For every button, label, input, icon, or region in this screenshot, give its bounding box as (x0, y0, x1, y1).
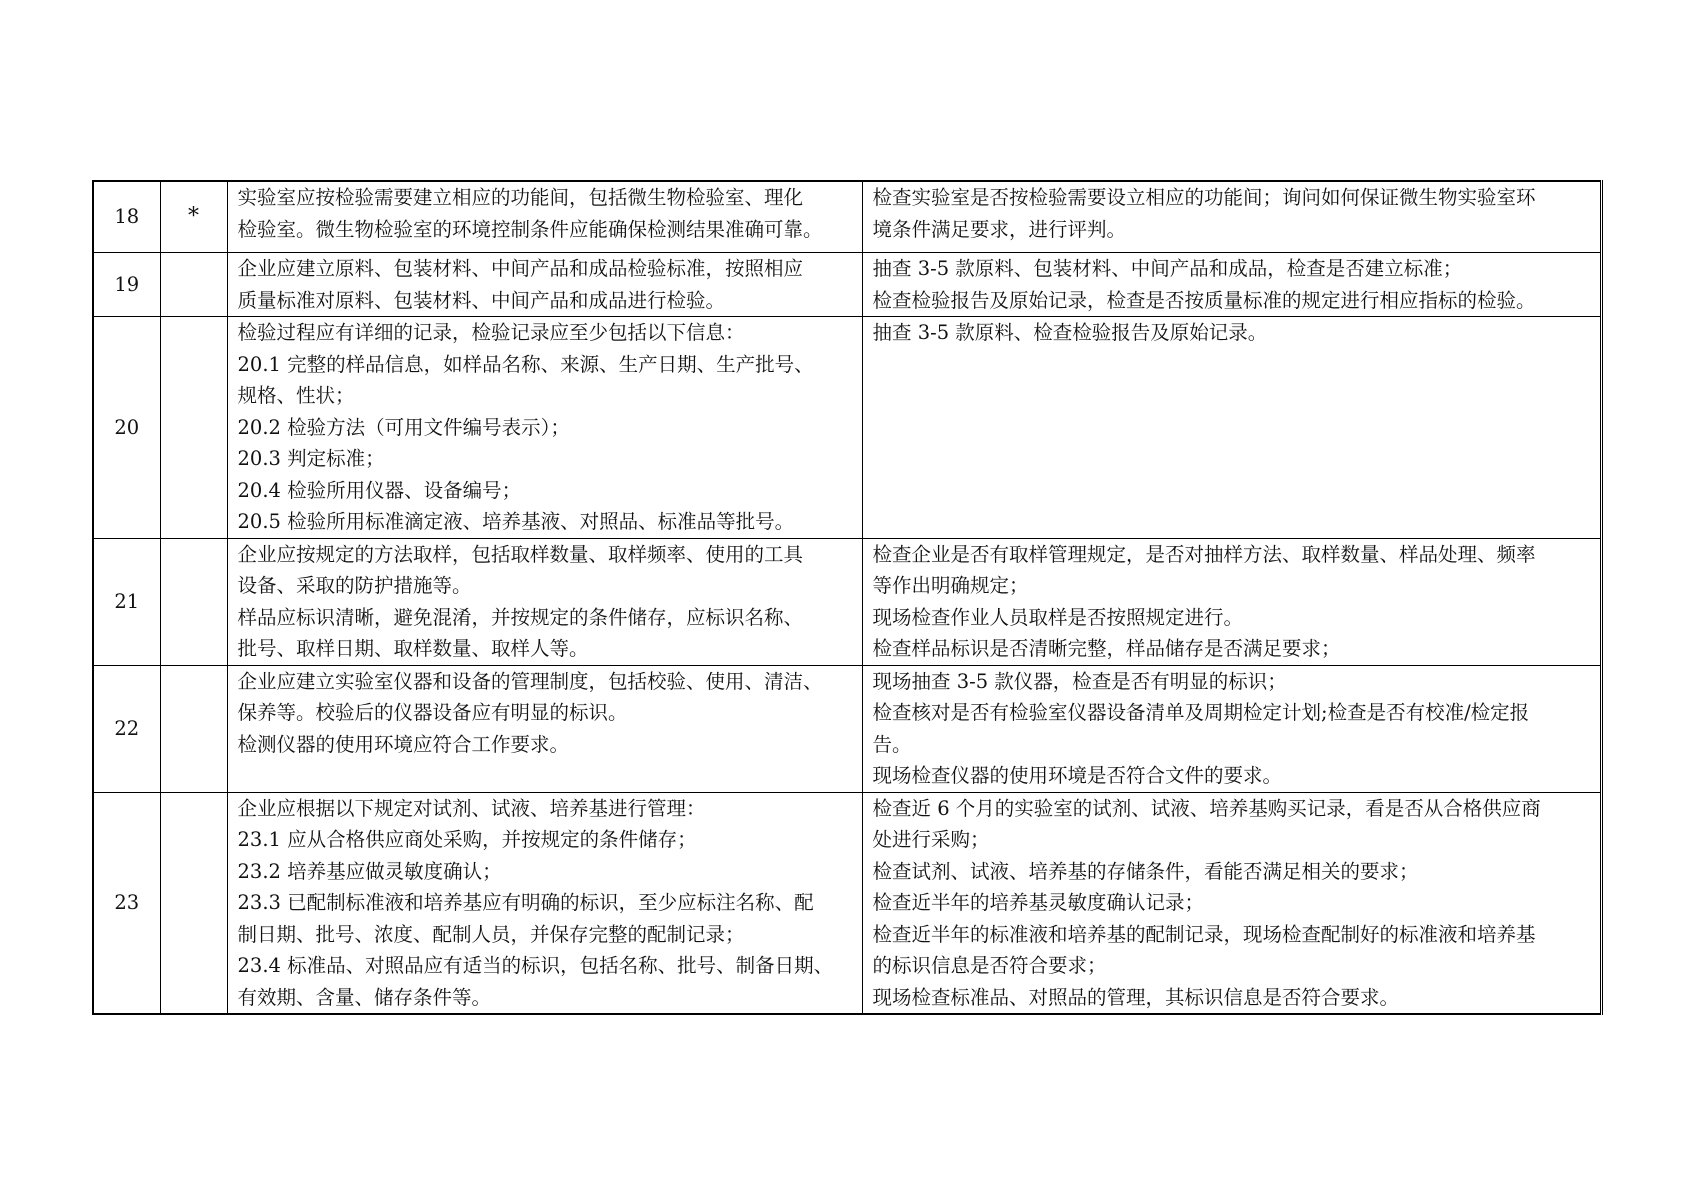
requirement-line: 企业应建立实验室仪器和设备的管理制度，包括校验、使用、清洁、 (237, 669, 823, 693)
requirement-line: 批号、取样日期、取样数量、取样人等。 (237, 637, 589, 660)
method-line: 境条件满足要求，进行评判。 (872, 217, 1127, 241)
requirement-line: 质量标准对原料、包装材料、中间产品和成品进行检验。 (237, 288, 726, 312)
item-number: 19 (93, 253, 160, 317)
requirement-line: 23.1 应从合格供应商处采购，并按规定的条件储存； (237, 828, 697, 851)
table-row (93, 181, 1601, 253)
method-line: 现场检查标准品、对照品的管理，其标识信息是否符合要求。 (872, 985, 1400, 1009)
requirement-line: 企业应按规定的方法取样，包括取样数量、取样频率、使用的工具 (237, 542, 804, 566)
requirement-line: 规格、性状； (237, 384, 355, 407)
requirement-line: 实验室应按检验需要建立相应的功能间，包括微生物检验室、理化 (237, 186, 804, 209)
key-item-mark (160, 538, 227, 665)
requirement-line: 保养等。校验后的仪器设备应有明显的标识。 (237, 701, 628, 724)
item-number: 20 (93, 317, 160, 539)
inspection-table (92, 180, 1603, 1015)
method-line: 现场检查作业人员取样是否按照规定进行。 (872, 605, 1244, 629)
requirement-line: 制日期、批号、浓度、配制人员，并保存完整的配制记录； (237, 922, 745, 946)
method-line: 检查检验报告及原始记录，检查是否按质量标准的规定进行相应指标的检验。 (872, 288, 1536, 312)
requirement-cell (227, 792, 862, 1014)
table-row (93, 317, 1601, 539)
inspection-method-cell (862, 665, 1601, 792)
requirement-line: 23.3 已配制标准液和培养基应有明确的标识，至少应标注名称、配 (237, 891, 814, 914)
method-line: 检查样品标识是否清晰完整，样品储存是否满足要求； (872, 637, 1341, 660)
requirement-line: 20.2 检验方法（可用文件编号表示）； (237, 415, 570, 439)
requirement-line: 样品应标识清晰，避免混淆，并按规定的条件储存，应标识名称、 (237, 605, 804, 629)
item-number: 23 (93, 792, 160, 1014)
requirement-cell (227, 317, 862, 539)
requirement-cell (227, 665, 862, 792)
method-line: 抽查 3-5 款原料、包装材料、中间产品和成品，检查是否建立标准； (872, 257, 1463, 280)
method-line: 检查实验室是否按检验需要设立相应的功能间；询问如何保证微生物实验室环 (872, 186, 1536, 209)
inspection-method-cell (862, 317, 1601, 539)
item-number: 18 (93, 181, 160, 253)
requirement-line: 23.4 标准品、对照品应有适当的标识，包括名称、批号、制备日期、 (237, 954, 834, 977)
requirement-line: 企业应建立原料、包装材料、中间产品和成品检验标准，按照相应 (237, 257, 804, 280)
method-line: 抽查 3-5 款原料、检查检验报告及原始记录。 (872, 321, 1268, 344)
method-line: 检查核对是否有检验室仪器设备清单及周期检定计划;检查是否有校准/检定报 (872, 701, 1530, 724)
inspection-method-cell (862, 181, 1601, 253)
item-number: 22 (93, 665, 160, 792)
method-line: 等作出明确规定； (872, 574, 1029, 597)
key-item-mark (160, 792, 227, 1014)
item-number: 21 (93, 538, 160, 665)
inspection-method-cell (862, 538, 1601, 665)
key-item-mark (160, 253, 227, 317)
requirement-line: 20.4 检验所用仪器、设备编号； (237, 478, 522, 502)
method-line: 检查近半年的标准液和培养基的配制记录，现场检查配制好的标准液和培养基 (872, 922, 1536, 946)
requirement-line: 检测仪器的使用环境应符合工作要求。 (237, 732, 570, 756)
requirement-line: 20.1 完整的样品信息，如样品名称、来源、生产日期、生产批号、 (237, 352, 814, 376)
requirement-line: 20.5 检验所用标准滴定液、培养基液、对照品、标准品等批号。 (237, 510, 795, 533)
method-line: 处进行采购； (872, 828, 990, 851)
requirement-line: 有效期、含量、储存条件等。 (237, 985, 492, 1009)
table-row (93, 253, 1601, 317)
requirement-line: 企业应根据以下规定对试剂、试液、培养基进行管理： (237, 796, 706, 820)
table-row (93, 792, 1601, 1014)
requirement-cell (227, 538, 862, 665)
key-item-mark (160, 317, 227, 539)
requirement-cell (227, 253, 862, 317)
method-line: 的标识信息是否符合要求； (872, 954, 1107, 977)
key-item-mark: * (160, 181, 227, 253)
requirement-line: 检验室。微生物检验室的环境控制条件应能确保检测结果准确可靠。 (237, 217, 823, 241)
method-line: 检查企业是否有取样管理规定，是否对抽样方法、取样数量、样品处理、频率 (872, 542, 1536, 566)
requirement-cell (227, 181, 862, 253)
method-line: 现场抽查 3-5 款仪器，检查是否有明显的标识； (872, 669, 1287, 693)
method-line: 检查近 6 个月的实验室的试剂、试液、培养基购买记录，看是否从合格供应商 (872, 796, 1541, 820)
table-row (93, 665, 1601, 792)
method-line: 检查近半年的培养基灵敏度确认记录； (872, 891, 1205, 914)
table-row (93, 538, 1601, 665)
requirement-line: 20.3 判定标准； (237, 447, 385, 470)
requirement-line: 检验过程应有详细的记录，检验记录应至少包括以下信息： (237, 321, 745, 344)
method-line: 告。 (872, 732, 912, 756)
inspection-method-cell (862, 253, 1601, 317)
inspection-method-cell (862, 792, 1601, 1014)
method-line: 检查试剂、试液、培养基的存储条件，看能否满足相关的要求； (872, 859, 1419, 883)
key-item-mark (160, 665, 227, 792)
requirement-line: 23.2 培养基应做灵敏度确认； (237, 859, 502, 883)
requirement-line: 设备、采取的防护措施等。 (237, 574, 472, 597)
method-line: 现场检查仪器的使用环境是否符合文件的要求。 (872, 764, 1283, 787)
